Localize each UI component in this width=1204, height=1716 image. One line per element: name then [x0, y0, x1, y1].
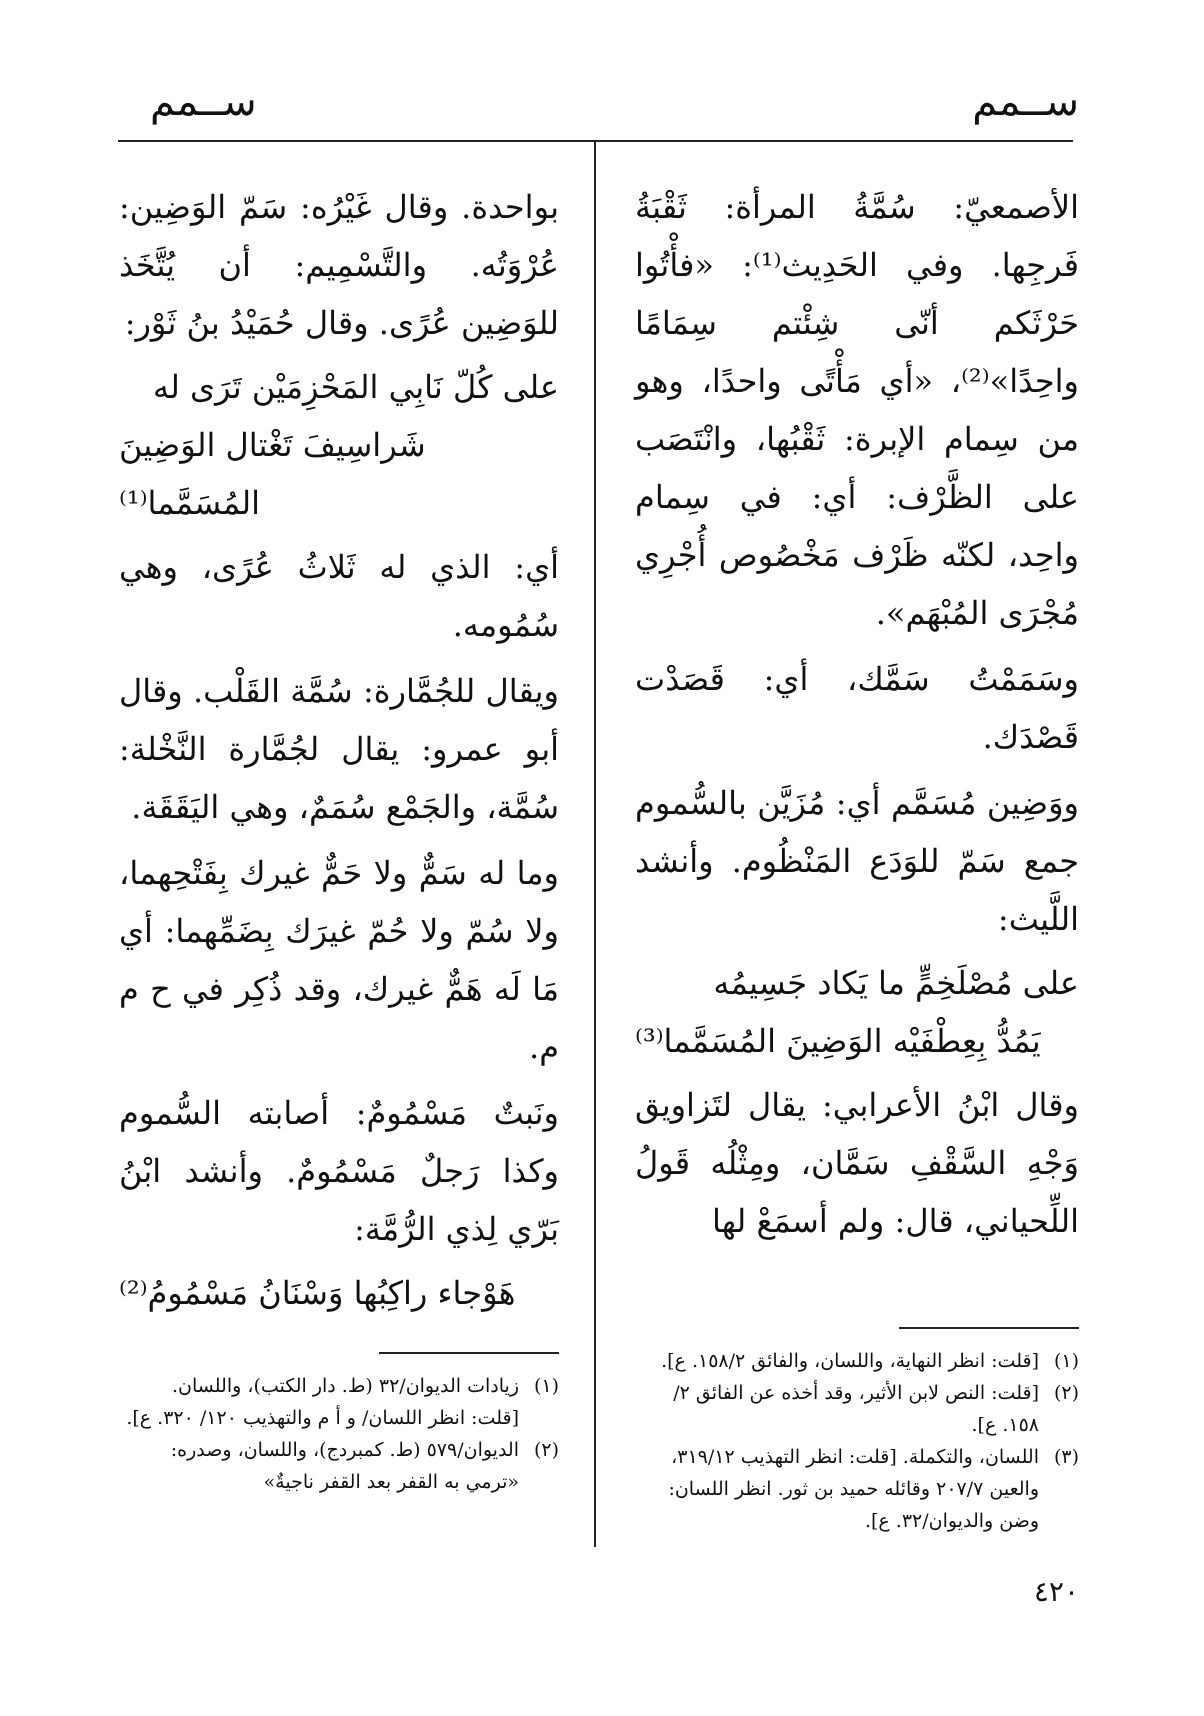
verse-hemistich-1: على كُلّ نَابِي المَحْزِمَيْن تَرَى له [152, 368, 559, 406]
footnote-rule [899, 1327, 1079, 1329]
paragraph: الأصمعيّ: سُمَّةُ المرأة: ثَقْبَةُ فَرجِها. وفي الحَدِيث⁽¹⁾: «فأْتُوا حَرْثَكم أنّى شِئْتم سِمَامًا واحِدًا»⁽²⁾، «أي مَأْتًى واحدًا، وهو من سِمام الإبرة: ثَقْبُها، وانْتَصَب على الظَّرْف: أي: في سِمام واحِد، لكنّه ظَرْف مَخْصُوص أُجْرِي مُجْرَى المُبْهَم». [635, 188, 1079, 632]
paragraph: وما له سَمٌّ ولا حَمٌّ غيرك بِفَتْحِهما، ولا سُمّ ولا حُمّ غيرَك بِضَمِّهما: أي مَا لَه هَمٌّ غيرك، وقد ذُكِر في ح م م. [119, 854, 559, 1066]
footnote [119, 1434, 559, 1498]
paragraph: ويقال للجُمَّارة: سُمَّة القَلْب. وقال أبو عمرو: يقال لجُمَّارة النَّخْلة: سُمَّة، والجَمْع سُمَمٌ، وهي اليَقَقَة. [119, 672, 559, 826]
footnote-text: [قلت: النص لابن الأثير، وقد أخذه عن الفائق ٢/ ١٥٨. ع]. [673, 1382, 1039, 1436]
footnote-number: (٣) [1053, 1446, 1079, 1468]
verse-hemistich-2: شَراسِيفَ تَغْتال الوَضِينَ المُسَمَّما⁽¹⁾ [119, 426, 426, 522]
verse [635, 954, 1079, 1070]
footnote-text: زيادات الديوان/٣٢ (ط. دار الكتب)، واللسان. [قلت: انظر اللسان/ و أ م والتهذيب ١٢٠/ ٣٢٠. ع]. [126, 1375, 519, 1429]
footnote [635, 1345, 1079, 1377]
footnote-rule [379, 1352, 559, 1354]
right-column [635, 178, 1079, 1250]
page-number: ٤٢٠ [1033, 1575, 1079, 1608]
footnote-text: اللسان، والتكملة. [قلت: انظر التهذيب ٣١٩/١٢، والعين ٢٠٧/٧ وقائله حميد بن ثور. انظر اللسان: وضن والديوان/٣٢. ع]. [668, 1446, 1039, 1532]
running-header-right: ســمم [972, 79, 1079, 125]
footnote [119, 1370, 559, 1434]
paragraph: بواحدة. وقال غَيْرُه: سَمّ الوَضِين: عُرْوَتُه. والتَّسْمِيم: أن يُتَّخَذ للوَضِين عُرًى. وقال حُمَيْدُ بنُ ثَوْر: [119, 188, 559, 342]
verse-hemistich-2: يَمُدُّ بِعِطْفَيْه الوَضِينَ المُسَمَّما⁽³⁾ [635, 1022, 1041, 1060]
verse-hemistich-2: هَوْجاء راكِبُها وَسْنَانُ مَسْمُومُ⁽²⁾ [119, 1274, 516, 1312]
footnotes-right [635, 1345, 1079, 1537]
footnote-number: (٢) [533, 1439, 559, 1461]
left-column [119, 178, 559, 1328]
footnote-text: الديوان/٥٧٩ (ط. كمبردج)، واللسان، وصدره: «ترمي به القفر بعد القفر ناجيةٌ» [170, 1439, 519, 1493]
footnote-number: (١) [1053, 1350, 1079, 1372]
footnote [635, 1377, 1079, 1441]
paragraph: ووَضِين مُسَمَّم أي: مُزَيَّن بالسُّموم جمع سَمّ للوَدَع المَنْظُوم. وأنشد اللَّيث: [635, 784, 1079, 938]
running-header-left: ســمم [150, 79, 257, 125]
footnote-number: (١) [533, 1375, 559, 1397]
paragraph: ونَبتٌ مَسْمُومٌ: أصابته السُّموم وكذا رَجلٌ مَسْمُومٌ. وأنشد ابْنُ بَرّي لِذي الرُّمَّة: [119, 1094, 559, 1248]
verse-hemistich-1: على مُصْلَخِمٍّ ما يَكاد جَسِيمُه [713, 964, 1079, 1002]
footnote-text: [قلت: انظر النهاية، واللسان، والفائق ١٥٨/٢. ع]. [661, 1350, 1039, 1372]
paragraph: وسَمَمْتُ سَمَّك، أي: قَصَدْت قَصْدَك. [635, 660, 1079, 756]
verse [119, 358, 559, 532]
footnotes-left [119, 1370, 559, 1498]
column-divider [594, 142, 596, 1547]
footnote-number: (٢) [1053, 1382, 1079, 1404]
verse [119, 1264, 559, 1322]
paragraph: وقال ابْنُ الأعرابي: يقال لتَزاويق وَجْهِ السَّقْفِ سَمَّان، ومِثْلُه قَولُ اللِّحياني، قال: ولم أسمَعْ لها [635, 1086, 1079, 1240]
paragraph: أي: الذي له ثَلاثُ عُرًى، وهي سُمُومه. [119, 548, 559, 644]
footnote [635, 1441, 1079, 1537]
